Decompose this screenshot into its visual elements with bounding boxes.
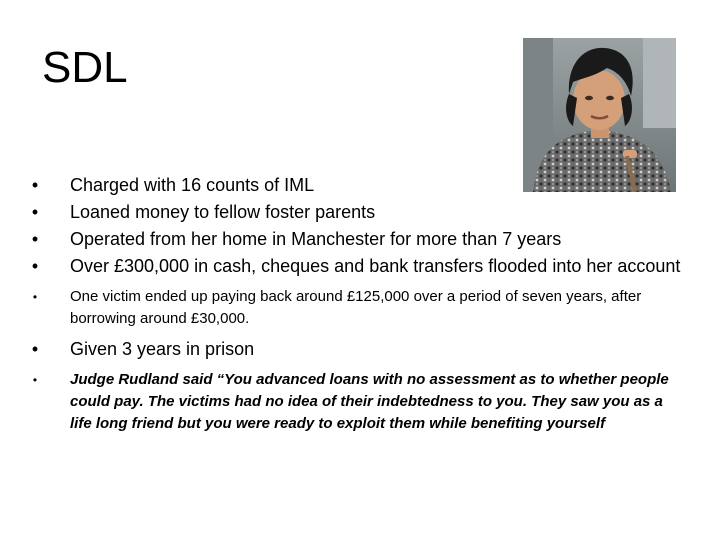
bullet-list [28, 172, 688, 435]
bullet-marker: • [31, 256, 39, 276]
judge-quote-text: Judge Rudland said “You advanced loans with no assessment as to whether people could pay. The victims had no idea of their indebtedness to you. They saw you as a life long friend but you were ready to exploit them while benefiting yourself [70, 371, 669, 432]
bullet-text: One victim ended up paying back around £125,000 over a period of seven years, after borrowing around £30,000. [70, 288, 642, 327]
bullet-text: Loaned money to fellow foster parents [70, 202, 376, 222]
judge-quote-item [28, 369, 688, 435]
bullet-item [28, 336, 688, 363]
bullet-marker: • [31, 175, 39, 195]
person-photo-icon [523, 38, 676, 192]
bullet-marker: • [31, 339, 39, 359]
bullet-item-small [28, 286, 688, 330]
bullet-text: Operated from her home in Manchester for more than 7 years [70, 229, 562, 249]
bullet-marker: • [31, 229, 39, 249]
bullet-item [28, 172, 688, 199]
bullet-text: Over £300,000 in cash, cheques and bank transfers flooded into her account [70, 256, 681, 276]
bullet-text: Given 3 years in prison [70, 339, 255, 359]
bullet-item [28, 253, 688, 280]
bullet-item [28, 226, 688, 253]
bullet-marker: • [31, 202, 39, 222]
slide-title: SDL [42, 43, 128, 92]
bullet-text: Charged with 16 counts of IML [70, 175, 315, 195]
bullet-item [28, 199, 688, 226]
bullet-marker: • [32, 373, 38, 387]
bullet-marker: • [32, 290, 38, 304]
